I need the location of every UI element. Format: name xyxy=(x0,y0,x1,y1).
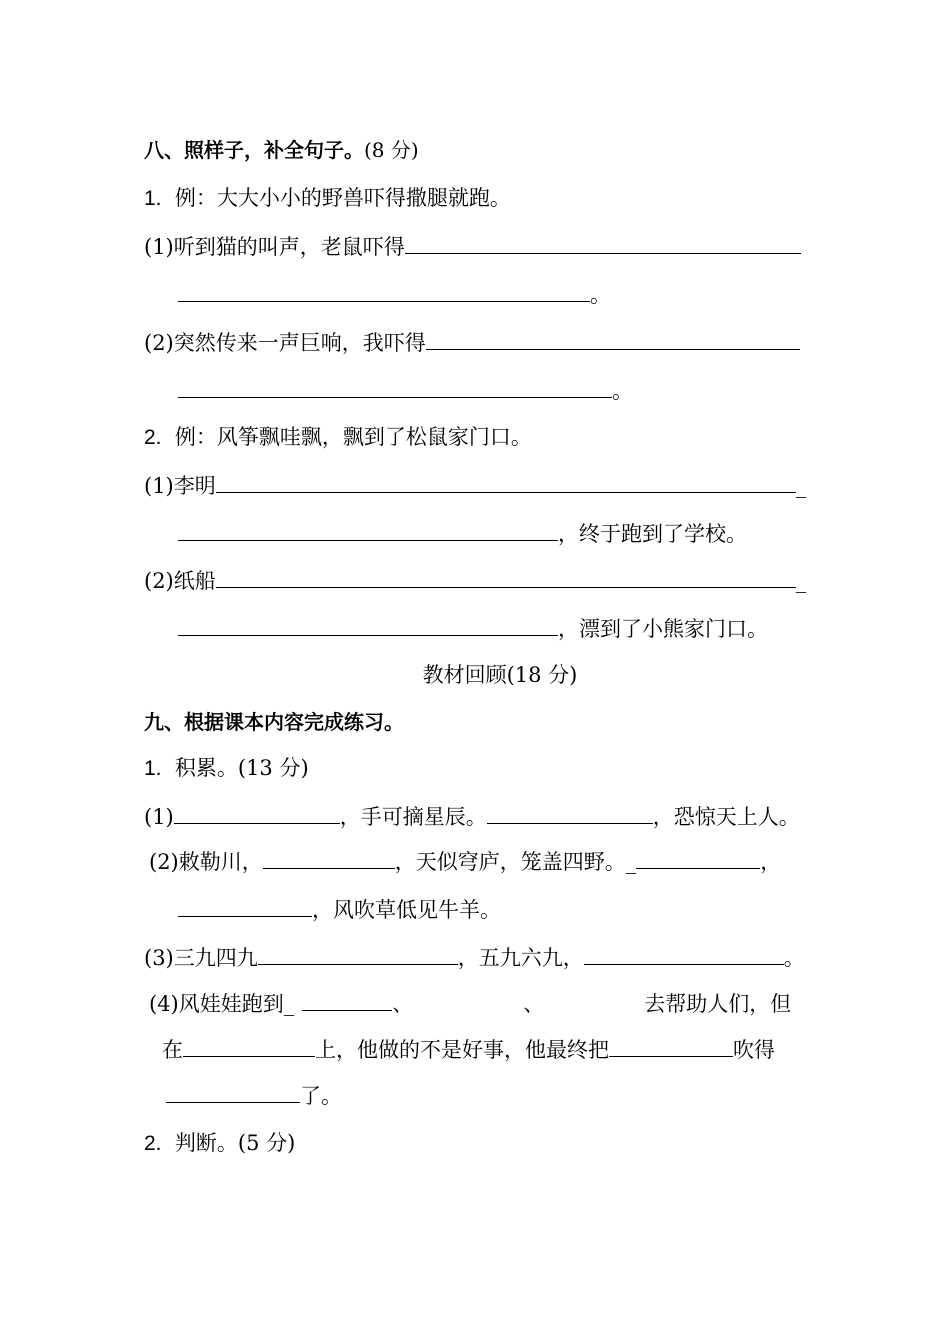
p3-start: 三九四九 xyxy=(173,946,258,970)
section8-heading xyxy=(144,135,419,165)
p4-blank-1[interactable] xyxy=(302,988,392,1011)
p2-label: (2) xyxy=(149,850,179,874)
q2b-text: 纸船 xyxy=(173,569,216,593)
s9q1-p2 xyxy=(149,846,781,876)
p4-sep-2: 、 xyxy=(523,992,545,1016)
q2-example-line xyxy=(144,422,532,452)
p1-blank-1[interactable] xyxy=(174,801,340,824)
review-heading: 教材回顾(18 分) xyxy=(422,663,578,687)
q2a-blank[interactable] xyxy=(216,470,796,493)
q1a-end: 。 xyxy=(590,283,611,307)
section9-title: 九、根据课本内容完成练习。 xyxy=(144,710,404,734)
q1a-line2 xyxy=(178,279,611,309)
q1b-blank-2[interactable] xyxy=(178,375,612,398)
s9q1-heading xyxy=(144,753,309,783)
q2b-line xyxy=(144,565,806,595)
section8-title: 八、照样子，补全句子。 xyxy=(144,138,364,162)
q2b-label: (2) xyxy=(144,569,174,593)
s9q1-p4-line3 xyxy=(166,1080,342,1110)
p4-end: 去帮助人们，但 xyxy=(644,992,792,1016)
p4-blank-4[interactable] xyxy=(183,1034,315,1057)
q1a-blank-2[interactable] xyxy=(178,279,590,302)
s9q1-p1 xyxy=(144,801,800,831)
q1-example: 例：大大小小的野兽吓得撒腿就跑。 xyxy=(174,186,511,210)
p1-label: (1) xyxy=(144,805,174,829)
q1b-line2 xyxy=(178,375,633,405)
p3-blank-2[interactable] xyxy=(584,942,784,965)
q2b-blank-2[interactable] xyxy=(178,613,558,636)
q2b-end: ，漂到了小熊家门口。 xyxy=(558,617,768,641)
q1b-text: 突然传来一声巨响，我吓得 xyxy=(173,331,426,355)
q2b-trail: _ xyxy=(795,569,807,593)
s9q1-p4 xyxy=(149,988,791,1018)
q2a-end: ，终于跑到了学校。 xyxy=(558,522,747,546)
q2a-line xyxy=(144,470,806,500)
p4-blank-6[interactable] xyxy=(166,1080,300,1103)
q2a-line2 xyxy=(178,518,747,548)
p4-blank-5[interactable] xyxy=(609,1034,733,1057)
section8-score: (8 分) xyxy=(364,138,419,162)
p4-line2-mid: 上，他做的不是好事，他最终把 xyxy=(315,1038,609,1062)
p3-blank-1[interactable] xyxy=(258,942,458,965)
q1a-line xyxy=(144,231,801,261)
q1b-line xyxy=(144,327,800,357)
s9q2-title: 判断。(5 分) xyxy=(174,1131,296,1155)
p3-mid: ，五九六九， xyxy=(457,946,584,970)
p1-mid: ，手可摘星辰。 xyxy=(339,805,487,829)
q1b-blank[interactable] xyxy=(426,327,800,350)
p3-end: 。 xyxy=(783,946,805,970)
p2-blank-1[interactable] xyxy=(263,846,395,869)
p4-line3-end: 了。 xyxy=(300,1084,342,1108)
s9q2-number: 2. xyxy=(144,1132,162,1155)
p1-end: ，恐惊天上人。 xyxy=(652,805,800,829)
q2-example: 例：风筝飘哇飘，飘到了松鼠家门口。 xyxy=(174,425,532,449)
q1-example-line xyxy=(144,183,511,213)
p2-end: ， xyxy=(760,850,782,874)
p2-line2-end: ，风吹草低见牛羊。 xyxy=(312,898,501,922)
q1a-blank[interactable] xyxy=(405,231,801,254)
p2-start: 敕勒川， xyxy=(178,850,263,874)
q2a-label: (1) xyxy=(144,474,174,498)
p2-blank-2[interactable] xyxy=(636,846,760,869)
q1-number: 1. xyxy=(144,187,162,210)
q2-number: 2. xyxy=(144,426,162,449)
q1b-end: 。 xyxy=(612,379,633,403)
s9q1-title: 积累。(13 分) xyxy=(174,756,309,780)
p4-start: 风娃娃跑到_ xyxy=(178,992,295,1016)
q1a-text: 听到猫的叫声，老鼠吓得 xyxy=(173,235,405,259)
p1-blank-2[interactable] xyxy=(487,801,653,824)
s9q1-p4-line2 xyxy=(162,1034,775,1064)
s9q1-p2-line2 xyxy=(178,894,501,924)
p4-line2-end: 吹得 xyxy=(733,1038,775,1062)
s9q2-heading xyxy=(144,1128,295,1158)
p4-label: (4) xyxy=(149,992,179,1016)
q2a-blank-2[interactable] xyxy=(178,518,558,541)
q2b-blank[interactable] xyxy=(216,565,796,588)
p3-label: (3) xyxy=(144,946,174,970)
q1a-label: (1) xyxy=(144,235,174,259)
s9q1-p3 xyxy=(144,942,805,972)
p2-mid: ，天似穹庐，笼盖四野。_ xyxy=(394,850,637,874)
q1b-label: (2) xyxy=(144,331,174,355)
p2-blank-3[interactable] xyxy=(178,894,312,917)
p4-sep-1: 、 xyxy=(392,992,414,1016)
s9q1-number: 1. xyxy=(144,757,162,780)
p4-line2-start: 在 xyxy=(162,1038,183,1062)
q2a-trail: _ xyxy=(795,474,807,498)
q2a-text: 李明 xyxy=(173,474,216,498)
q2b-line2 xyxy=(178,613,768,643)
